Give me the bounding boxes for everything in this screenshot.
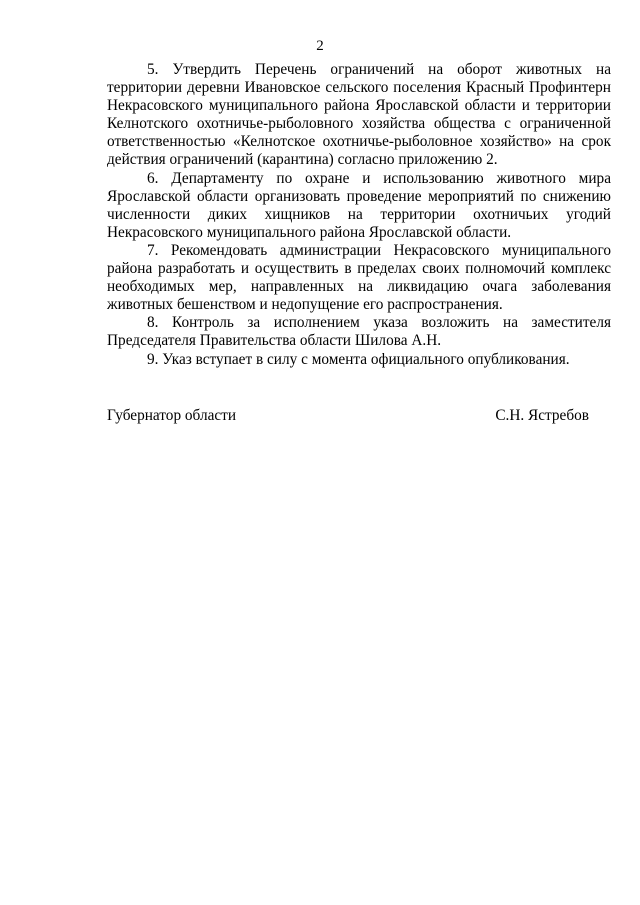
paragraph-7: 7. Рекомендовать администрации Некрасовского муниципального района разработать и осуществить в пределах своих полномочий комплекс необходимых мер, направленных на ликвидацию очага заболевания животных бешенством и недопущение его распространения. [107, 241, 611, 314]
signature-block [107, 407, 589, 425]
paragraph-8: 8. Контроль за исполнением указа возложить на заместителя Председателя Правительства области Шилова А.Н. [107, 314, 611, 350]
decree-body [107, 61, 611, 369]
paragraph-9: 9. Указ вступает в силу с момента официального опубликования. [147, 350, 570, 368]
signatory-name: С.Н. Ястребов [495, 407, 589, 424]
page-number: 2 [316, 38, 324, 54]
paragraph-5: 5. Утвердить Перечень ограничений на оборот животных на территории деревни Ивановское сельского поселения Красный Профинтерн Некрасовского муниципального района Ярославской области и территории Келнотского охотничье-рыболовного хозяйства общества с ограниченной ответственностью «Келнотское охотничье-рыболовное хозяйство» на срок действия ограничений (карантина) согласно приложению 2. [107, 61, 611, 169]
signatory-position: Губернатор области [107, 407, 237, 424]
paragraph-6: 6. Департаменту по охране и использованию животного мира Ярославской области организовать проведение мероприятий по снижению численности диких хищников на территории охотничьих угодий Некрасовского муниципального района Ярославской области. [107, 169, 611, 241]
